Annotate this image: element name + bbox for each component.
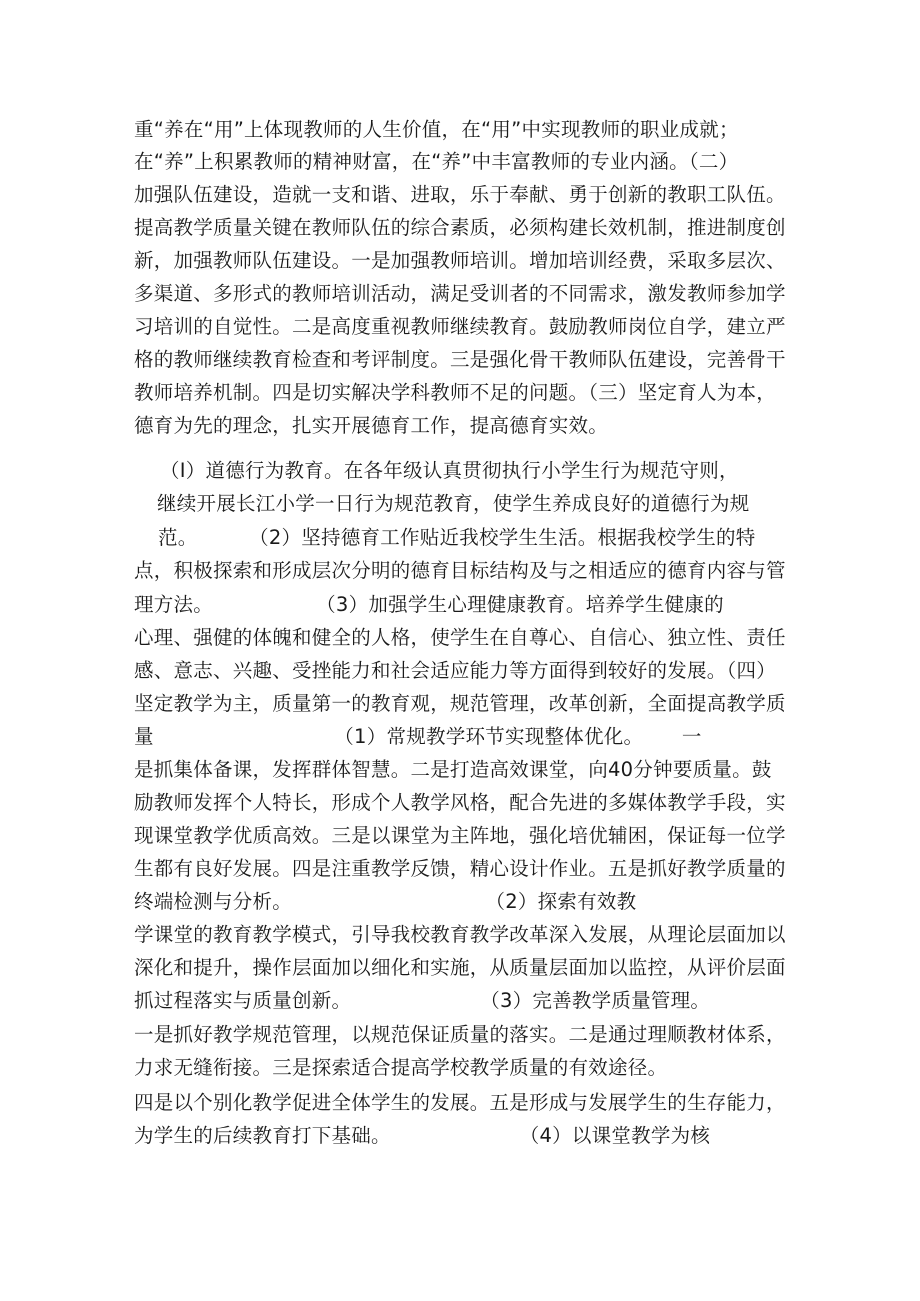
text-line: 理方法。 （3）加强学生心理健康教育。培养学生健康的 [134, 593, 724, 616]
text-line: 新，加强教师队伍建设。一是加强教师培训。增加培训经费，采取多层次、 [134, 249, 786, 272]
text-line: 继续开展长江小学一日行为规范教育，使学生养成良好的道德行为规 [157, 492, 750, 515]
text-line: 点，积极探索和形成层次分明的德育目标结构及与之相适应的德育内容与管 [134, 559, 786, 582]
text-line: 格的教师继续教育检查和考评制度。三是强化骨干教师队伍建设，完善骨干 [134, 348, 786, 371]
text-line: 四是以个别化教学促进全体学生的发展。五是形成与发展学生的生存能力， [134, 1091, 786, 1114]
text-line: 抓过程落实与质量创新。 （3）完善教学质量管理。 [134, 989, 711, 1012]
text-line: 在“养”上积累教师的精神财富，在“养”中丰富教师的专业内涵。（二） [134, 150, 739, 173]
text-line: 提高教学质量关键在教师队伍的综合素质，必须构建长效机制，推进制度创 [134, 216, 786, 239]
text-line: 是抓集体备课，发挥群体智慧。二是打造高效课堂，向40分钟要质量。鼓 [134, 758, 772, 781]
text-line: 心理、强健的体魄和健全的人格，使学生在自尊心、自信心、独立性、责任 [134, 626, 786, 649]
text-line: 力求无缝衔接。三是探索适合提高学校教学质量的有效途径。 [134, 1056, 668, 1079]
text-line: （I）道德行为教育。在各年级认真贯彻执行小学生行为规范守则， [160, 459, 739, 482]
text-line: 励教师发挥个人特长，形成个人教学风格，配合先进的多媒体教学手段，实 [134, 791, 786, 814]
text-line: 多渠道、多形式的教师培训活动，满足受训者的不同需求，激发教师参加学 [134, 282, 786, 305]
text-line: 德育为先的理念，扎实开展德育工作，提高德育实效。 [134, 414, 609, 437]
text-line: 教师培养机制。四是切实解决学科教师不足的问题。（三）坚定育人为本， [134, 381, 777, 404]
text-line: 现课堂教学优质高效。三是以课堂为主阵地，强化培优辅困，保证每一位学 [134, 824, 786, 847]
text-line: 加强队伍建设，造就一支和谐、进取，乐于奉献、勇于创新的教职工队伍。 [134, 183, 786, 206]
text-line: 学课堂的教育教学模式，引导我校教育教学改革深入发展，从理论层面加以 [134, 923, 786, 946]
text-line: 生都有良好发展。四是注重教学反馈，精心设计作业。五是抓好教学质量的 [134, 857, 786, 880]
text-line: 量 （1）常规教学环节实现整体优化。 一 [134, 725, 702, 748]
text-line: 为学生的后续教育打下基础。 （4）以课堂教学为核 [134, 1124, 711, 1147]
text-line: 一是抓好教学规范管理，以规范保证质量的落实。二是通过理顺教材体系， [134, 1023, 786, 1046]
text-line: 习培训的自觉性。二是高度重视教师继续教育。鼓励教师岗位自学，建立严 [134, 315, 786, 338]
text-line: 感、意志、兴趣、受挫能力和社会适应能力等方面得到较好的发展。（四） [134, 659, 777, 682]
text-line: 坚定教学为主，质量第一的教育观，规范管理，改革创新，全面提高教学质 [134, 692, 786, 715]
text-line: 重“养在“用”上体现教师的人生价值，在“用”中实现教师的职业成就； [134, 118, 739, 141]
text-line: 终端检测与分析。 （2）探索有效教 [134, 890, 637, 913]
text-line: 范。 （2）坚持德育工作贴近我校学生生活。根据我校学生的特 [158, 526, 756, 549]
text-line: 深化和提升，操作层面加以细化和实施，从质量层面加以监控，从评价层面 [134, 956, 786, 979]
